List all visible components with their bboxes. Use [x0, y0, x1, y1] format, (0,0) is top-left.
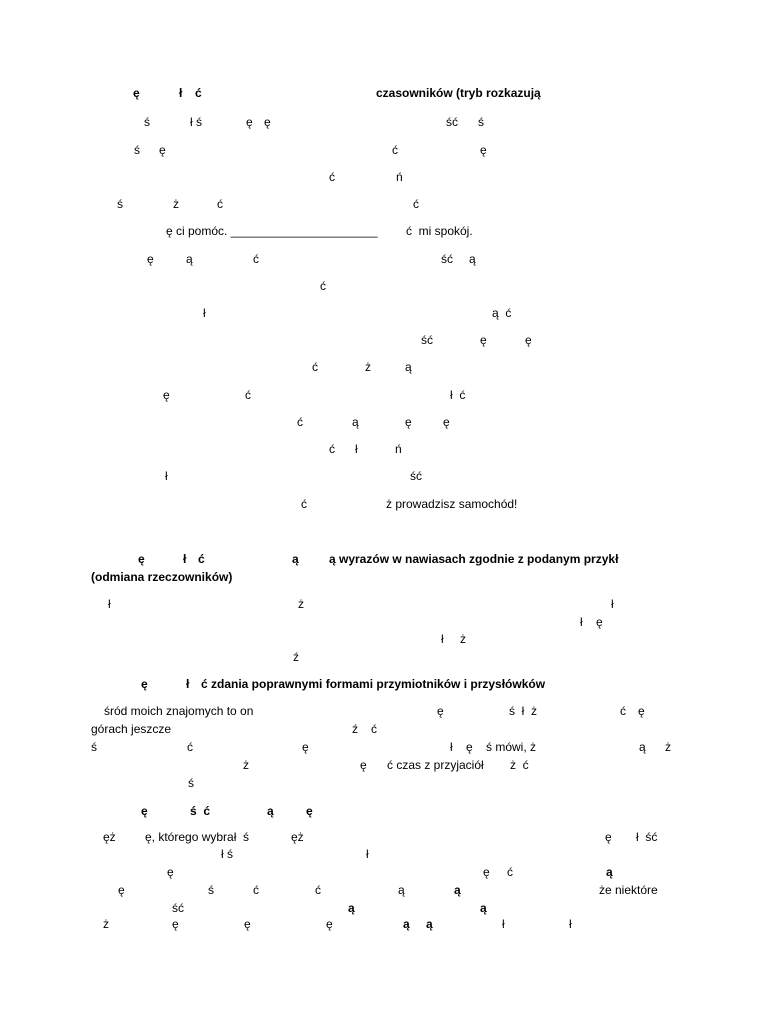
ex1-text: ć [312, 360, 318, 374]
ex4-text: ę [167, 865, 174, 879]
ex1-text: ł [165, 469, 168, 483]
ex1-text: ń [396, 170, 403, 184]
ex1-text: ść [441, 252, 453, 266]
ex2-text: ł [611, 597, 614, 611]
ex1-text: ć [329, 442, 335, 456]
heading3-title: ć zdania poprawnymi formami przymiotników i przysłówków [201, 677, 546, 691]
ex1-text: ż prowadzisz samochód! [386, 497, 518, 511]
ex3-text: ś mówi, ż [486, 740, 537, 754]
ex4-text: ć [315, 883, 321, 897]
ex1-text: ć [217, 197, 223, 211]
ex1-text: ę [480, 143, 487, 157]
ex3-text: śród moich znajomych to on [104, 704, 254, 718]
ex4-text: ż [103, 917, 109, 931]
ex3-text: ć czas z przyjaciół [387, 758, 484, 772]
ex3-text: ż ć [510, 758, 529, 772]
ex4-text: ą [426, 917, 433, 931]
ex4-text: ę, którego wybrał ś [145, 830, 250, 844]
ex2-text: ź [293, 650, 299, 664]
ex1-text: ś [144, 115, 150, 129]
ex3-text: ą [639, 740, 646, 754]
ex4-text: ą [606, 865, 613, 879]
heading4-glyph: ś ć [190, 804, 211, 818]
ex2-text: ł [441, 632, 444, 646]
heading1-glyph: ł [179, 86, 183, 100]
ex1-text: ł ś [190, 115, 202, 129]
ex1-text: ść [421, 333, 433, 347]
ex3-text: ę [302, 740, 309, 754]
heading2-title: ą wyrazów w nawiasach zgodnie z podanym przykł [329, 552, 619, 566]
ex2-text: ż [460, 632, 466, 646]
ex1-text: ć [329, 170, 335, 184]
ex1-text: ś [117, 197, 123, 211]
ex3-text: ł [450, 740, 453, 754]
ex4-text: ęż [103, 830, 116, 844]
ex1-text: ść [410, 469, 422, 483]
ex4-text: ę [244, 917, 251, 931]
ex4-text: ł [366, 847, 369, 861]
ex1-text: ć mi spokój. [406, 224, 473, 238]
ex3-text: ź [352, 722, 358, 736]
ex1-text: ć [320, 279, 326, 293]
ex4-text: ę [172, 917, 179, 931]
ex1-text: ł ć [450, 388, 466, 402]
ex1-text: ł [203, 306, 206, 320]
ex4-text: ł ść [636, 830, 658, 844]
ex1-text: ą [186, 252, 193, 266]
ex1-text: ł [355, 442, 358, 456]
ex3-text: ć [187, 740, 193, 754]
ex4-text: ł ś [221, 847, 233, 861]
ex4-text: ą [403, 917, 410, 931]
ex3-text: ć [620, 704, 626, 718]
ex2-text: ę [596, 615, 603, 629]
ex1-text: ę [163, 388, 170, 402]
ex1-text: ę ci pomóc. ______________________ [166, 224, 378, 238]
heading3-glyph: ę [141, 677, 148, 691]
ex4-text: ą [454, 883, 461, 897]
heading4-glyph: ą [267, 804, 274, 818]
heading1-glyph: ć [195, 86, 202, 100]
heading4-glyph: ę [306, 804, 313, 818]
ex1-text: ę [159, 143, 166, 157]
heading4-glyph: ę [141, 804, 148, 818]
ex4-text: ś [208, 883, 214, 897]
ex4-text: że niektóre [599, 883, 658, 897]
ex1-text: ść [446, 115, 458, 129]
ex1-text: ę [405, 415, 412, 429]
ex1-text: ą [352, 415, 359, 429]
ex4-text: ę [483, 865, 490, 879]
ex4-text: ł [569, 917, 572, 931]
ex4-text: ę [118, 883, 125, 897]
ex1-text: ć [297, 415, 303, 429]
ex4-text: ą [348, 901, 355, 915]
ex3-text: ż [243, 758, 249, 772]
ex1-text: ć [301, 497, 307, 511]
ex1-text: ę [246, 115, 253, 129]
ex4-text: ł [502, 917, 505, 931]
ex1-text: ś [478, 115, 484, 129]
ex3-text: ś ł ż [509, 704, 538, 718]
ex4-text: ść [172, 901, 184, 915]
heading1-title: czasowników (tryb rozkazują [376, 86, 541, 100]
ex1-text: ć [245, 388, 251, 402]
ex3-text: ę [360, 758, 367, 772]
heading2-subtitle: (odmiana rzeczowników) [91, 570, 233, 584]
ex3-text: ę [437, 704, 444, 718]
ex1-text: ę [480, 333, 487, 347]
ex1-text: ę [264, 115, 271, 129]
ex1-text: ż [365, 360, 371, 374]
ex3-text: ć [371, 722, 377, 736]
ex3-text: ż [665, 740, 671, 754]
ex1-text: ę [147, 252, 154, 266]
ex2-text: ł [580, 615, 583, 629]
ex4-text: ć [253, 883, 259, 897]
ex2-text: ł [108, 597, 111, 611]
heading1-glyph: ę [133, 86, 140, 100]
ex4-text: ę [605, 830, 612, 844]
ex1-text: ą ć [492, 306, 512, 320]
ex3-text: ę [466, 740, 473, 754]
ex2-text: ż [298, 597, 304, 611]
ex1-text: ą [469, 252, 476, 266]
ex1-text: ć [253, 252, 259, 266]
ex4-text: ć [507, 865, 513, 879]
heading2-glyph: ł [183, 552, 187, 566]
ex1-text: ń [395, 442, 402, 456]
ex4-text: ą [398, 883, 405, 897]
ex1-text: ć [392, 143, 398, 157]
ex3-text: górach jeszcze [91, 722, 172, 736]
ex1-text: ą [405, 360, 412, 374]
ex4-text: ą [480, 901, 487, 915]
ex4-text: ę [326, 917, 333, 931]
ex1-text: ś [134, 143, 140, 157]
ex4-text: ęż [291, 830, 304, 844]
ex1-text: ę [443, 415, 450, 429]
heading2-glyph: ą [292, 552, 299, 566]
heading3-glyph: ł [186, 677, 190, 691]
ex1-text: ć [413, 197, 419, 211]
ex1-text: ę [525, 333, 532, 347]
ex3-text: ę [638, 704, 645, 718]
heading2-glyph: ć [198, 552, 205, 566]
ex1-text: ż [173, 197, 179, 211]
heading2-glyph: ę [138, 552, 145, 566]
ex3-text: ś [188, 776, 194, 790]
ex3-text: ś [91, 740, 97, 754]
